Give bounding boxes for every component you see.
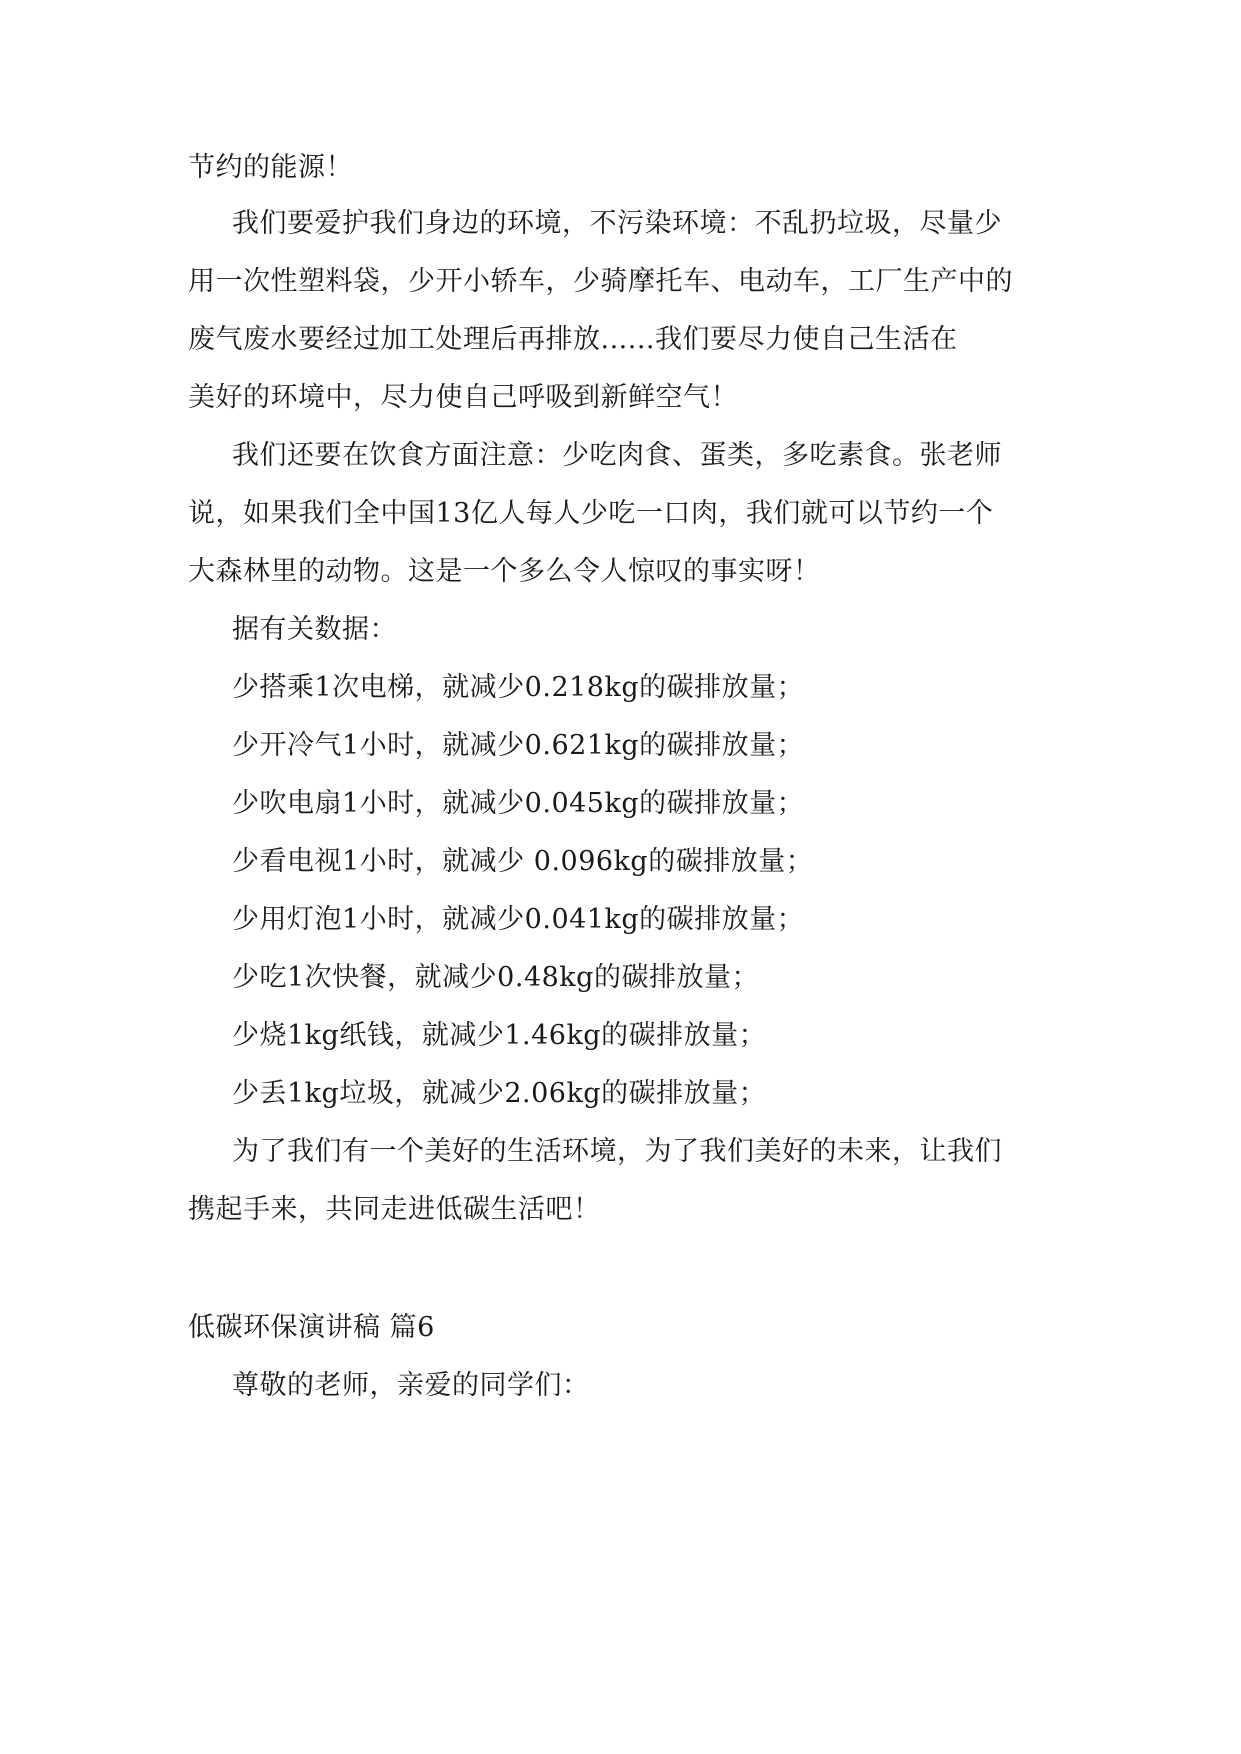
- paragraph-line: 为了我们有一个美好的生活环境，为了我们美好的未来，让我们: [232, 1136, 1002, 1167]
- paragraph-line: 废气废水要经过加工处理后再排放......我们要尽力使自己生活在: [188, 324, 958, 355]
- paragraph-line: 据有关数据：: [232, 614, 397, 645]
- data-list-item: 少看电视1小时，就减少 0.096kg的碳排放量；: [232, 846, 814, 877]
- section-heading: 低碳环保演讲稿 篇6: [188, 1312, 435, 1343]
- data-list-item: 少烧1kg纸钱，就减少1.46kg的碳排放量；: [232, 1020, 767, 1051]
- data-list-item: 少用灯泡1小时，就减少0.041kg的碳排放量；: [232, 904, 805, 935]
- data-list-item: 少吹电扇1小时，就减少0.045kg的碳排放量；: [232, 788, 805, 819]
- paragraph-line: 我们还要在饮食方面注意：少吃肉食、蛋类，多吃素食。张老师: [232, 440, 1002, 471]
- data-list-item: 少丢1kg垃圾，就减少2.06kg的碳排放量；: [232, 1078, 767, 1109]
- paragraph-line: 节约的能源！: [188, 152, 353, 183]
- paragraph-line: 我们要爱护我们身边的环境，不污染环境：不乱扔垃圾，尽量少: [232, 208, 1002, 239]
- data-list-item: 少吃1次快餐，就减少0.48kg的碳排放量；: [232, 962, 759, 993]
- paragraph-line: 说，如果我们全中国13亿人每人少吃一口肉，我们就可以节约一个: [188, 498, 994, 529]
- paragraph-line: 大森林里的动物。这是一个多么令人惊叹的事实呀！: [188, 556, 821, 587]
- paragraph-line: 携起手来，共同走进低碳生活吧！: [188, 1194, 601, 1225]
- paragraph-line: 用一次性塑料袋，少开小轿车，少骑摩托车、电动车，工厂生产中的: [188, 266, 1013, 297]
- salutation-line: 尊敬的老师，亲爱的同学们：: [232, 1370, 590, 1401]
- paragraph-line: 美好的环境中，尽力使自己呼吸到新鲜空气！: [188, 382, 738, 413]
- data-list-item: 少搭乘1次电梯，就减少0.218kg的碳排放量；: [232, 672, 805, 703]
- data-list-item: 少开冷气1小时，就减少0.621kg的碳排放量；: [232, 730, 805, 761]
